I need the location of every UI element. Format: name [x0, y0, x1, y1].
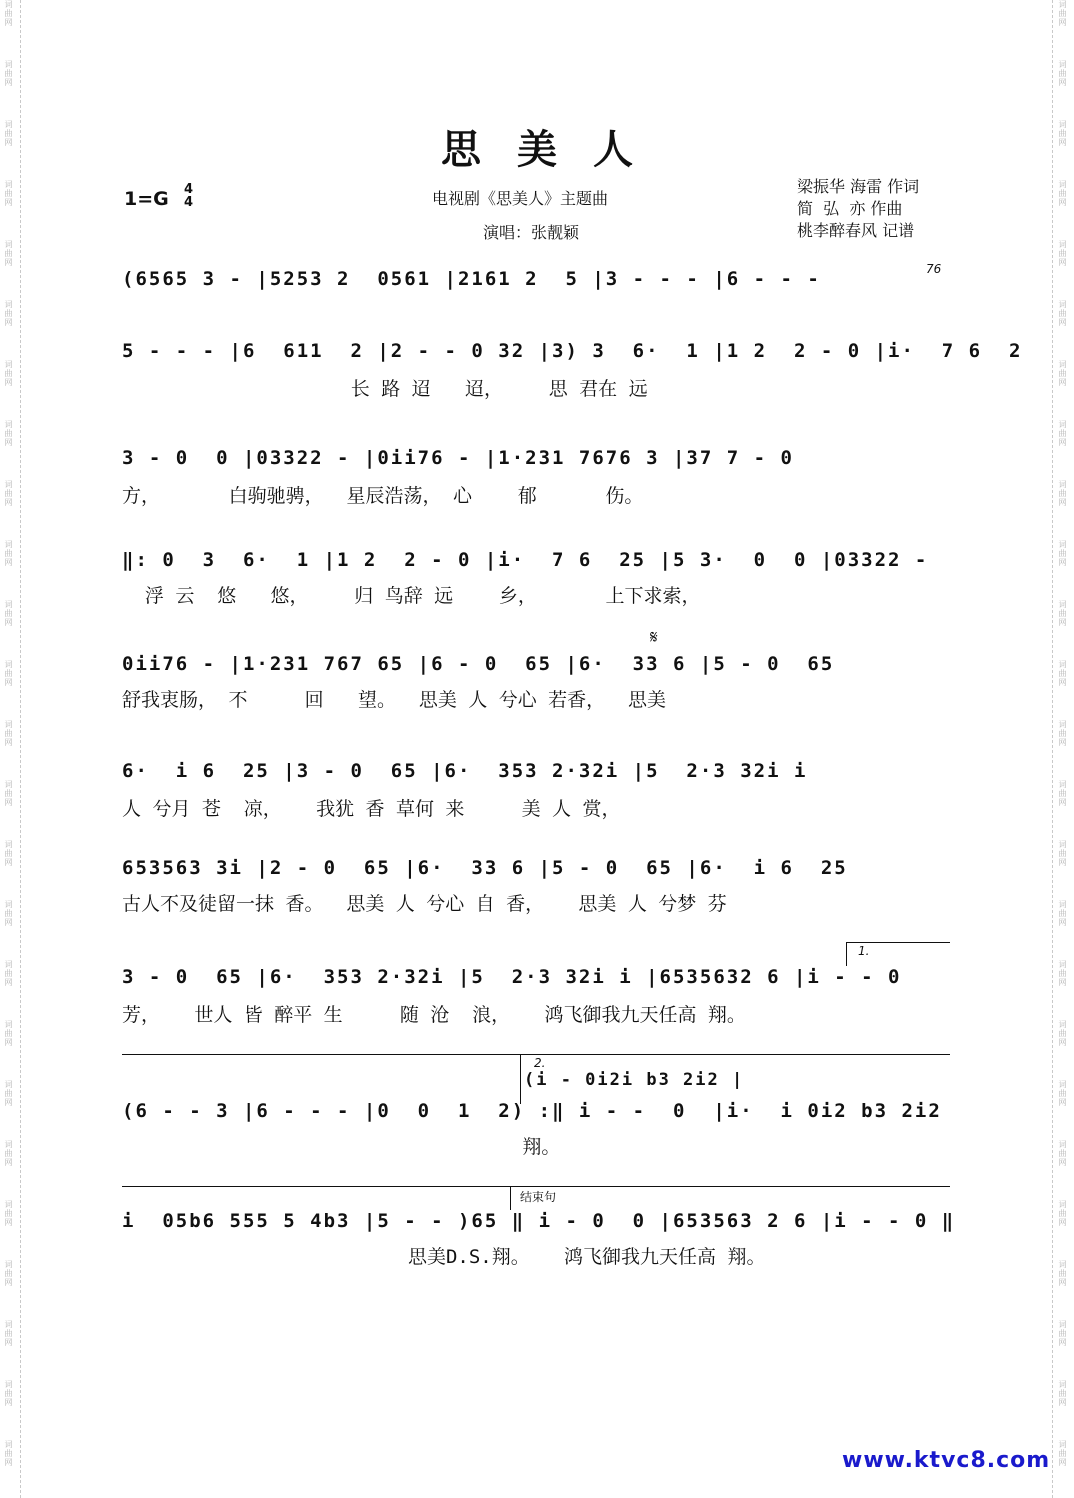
- watermark-text: 词曲网: [4, 600, 13, 627]
- coda-bracket-side: [510, 1186, 511, 1210]
- watermark-text: 词曲网: [4, 480, 13, 507]
- watermark-text: 词曲网: [4, 1380, 13, 1407]
- first-ending-bracket-side: [846, 942, 847, 966]
- singer-credit: 演唱：张靓颖: [483, 223, 580, 242]
- watermark-text: 词曲网: [4, 1200, 13, 1227]
- watermark-text: 词曲网: [4, 0, 13, 27]
- lyrics: 方， 白驹驰骋， 星辰浩荡， 心 郁 伤。: [122, 485, 644, 507]
- watermark-text: 词曲网: [1058, 600, 1067, 627]
- notes: i 05b6 555 5 4b3 |5 - - )65 ‖ i - 0 0 |653563 2 6 |i - - 0 ‖: [122, 1210, 956, 1232]
- second-ending-alt-notes: (i - 0i2i b3 2i2 |: [524, 1070, 745, 1090]
- watermark-text: 词曲网: [4, 1080, 13, 1107]
- watermark-text: 词曲网: [1058, 1080, 1067, 1107]
- watermark-text: 词曲网: [4, 900, 13, 927]
- watermark-text: 词曲网: [1058, 1380, 1067, 1407]
- notes: 3 - 0 0 |03322 - |0ii76 - |1·231 7676 3 |37 7 - 0: [122, 447, 794, 469]
- watermark-text: 词曲网: [4, 180, 13, 207]
- watermark-text: 词曲网: [1058, 480, 1067, 507]
- watermark-text: 词曲网: [1058, 1440, 1067, 1467]
- watermark-text: 词曲网: [1058, 1020, 1067, 1047]
- watermark-text: 词曲网: [1058, 960, 1067, 987]
- watermark-text: 词曲网: [4, 1140, 13, 1167]
- notes: 653563 3i |2 - 0 65 |6· 33 6 |5 - 0 65 |6· i 6 25: [122, 857, 848, 879]
- coda-system-line: [122, 1186, 950, 1187]
- watermark-text: 词曲网: [1058, 60, 1067, 87]
- lyrics: 翔。: [122, 1136, 561, 1158]
- watermark-text: 词曲网: [1058, 360, 1067, 387]
- watermark-text: 词曲网: [1058, 420, 1067, 447]
- subtitle: 电视剧《思美人》主题曲: [432, 189, 609, 208]
- watermark-text: 词曲网: [4, 780, 13, 807]
- lyrics: 人 兮月 苍 凉， 我犹 香 草何 来 美 人 赏，: [122, 798, 621, 820]
- watermark-text: 词曲网: [4, 1440, 13, 1467]
- watermark-text: 词曲网: [4, 240, 13, 267]
- watermark-text: 词曲网: [4, 360, 13, 387]
- lyrics: 古人不及徒留一抹 香。 思美 人 兮心 自 香， 思美 人 兮梦 芬: [122, 893, 727, 915]
- watermark-text: 词曲网: [1058, 1140, 1067, 1167]
- time-signature: [184, 183, 193, 209]
- right-margin-line: [1052, 0, 1053, 1498]
- notes: ‖: 0 3 6· 1 |1 2 2 - 0 |i· 7 6 25 |5 3· 0 0 |03322 -: [122, 549, 929, 571]
- notes: 0ii76 - |1·231 767 65 |6 - 0 65 |6· 33 6 |5 - 0 65: [122, 653, 835, 675]
- second-ending-label: 2.: [534, 1056, 546, 1070]
- second-ending-bracket-side: [520, 1054, 521, 1104]
- grace-notes: 76: [926, 262, 942, 276]
- watermark-text: 词曲网: [1058, 840, 1067, 867]
- composer-credit: 简 弘 亦 作曲: [797, 199, 903, 218]
- watermark-text: 词曲网: [1058, 720, 1067, 747]
- watermark-text: 词曲网: [1058, 780, 1067, 807]
- watermark-text: 词曲网: [1058, 240, 1067, 267]
- watermark-text: 词曲网: [4, 60, 13, 87]
- notes: (6565 3 - |5253 2 0561 |2161 2 5 |3 - - - |6 - - -: [122, 268, 821, 290]
- watermark-text: 词曲网: [1058, 1260, 1067, 1287]
- lyrics: 舒我衷肠， 不 回 望。 思美 人 兮心 若香， 思美: [122, 689, 667, 711]
- site-watermark: www.ktvc8.com: [842, 1448, 1051, 1473]
- left-margin-line: [20, 0, 21, 1498]
- watermark-text: 词曲网: [1058, 900, 1067, 927]
- watermark-text: 词曲网: [4, 300, 13, 327]
- time-top: 4: [184, 182, 194, 197]
- first-ending-label: 1.: [858, 944, 870, 958]
- segno-sign: 𝄋: [650, 627, 658, 648]
- credits: [797, 176, 919, 242]
- watermark-text: 词曲网: [4, 960, 13, 987]
- lyrics: 思美D.S.翔。 鸿飞御我九天任高 翔。: [122, 1246, 766, 1268]
- notes: 5 - - - |6 611 2 |2 - - 0 32 |3) 3 6· 1 |1 2 2 - 0 |i· 7 6 2: [122, 340, 1023, 362]
- lyrics: 芳， 世人 皆 醉平 生 随 沧 浪， 鸿飞御我九天任高 翔。: [122, 1004, 746, 1026]
- watermark-text: 词曲网: [4, 540, 13, 567]
- time-bottom: 4: [184, 195, 194, 210]
- watermark-text: 词曲网: [1058, 660, 1067, 687]
- watermark-text: 词曲网: [4, 660, 13, 687]
- watermark-text: 词曲网: [4, 120, 13, 147]
- watermark-text: 词曲网: [4, 1320, 13, 1347]
- watermark-text: 词曲网: [1058, 300, 1067, 327]
- lyrics: 长 路 迢 迢， 思 君在 远: [122, 378, 648, 400]
- notes: (6 - - 3 |6 - - - |0 0 1 2) :‖ i - - 0 |i· i 0i2 b3 2i2: [122, 1100, 942, 1122]
- lyricist-credit: 梁振华 海雷 作词: [797, 177, 920, 196]
- notes: 6· i 6 25 |3 - 0 65 |6· 353 2·32i |5 2·3 32i i: [122, 760, 808, 782]
- coda-label: 结束句: [520, 1190, 557, 1204]
- watermark-text: 词曲网: [1058, 0, 1067, 27]
- first-ending-bracket: [846, 942, 950, 943]
- key-signature: 1=G: [124, 188, 169, 210]
- song-title: 思美人: [441, 126, 669, 173]
- watermark-text: 词曲网: [1058, 1200, 1067, 1227]
- watermark-text: 词曲网: [4, 720, 13, 747]
- watermark-text: 词曲网: [4, 420, 13, 447]
- watermark-text: 词曲网: [1058, 1320, 1067, 1347]
- system-line: [122, 1054, 950, 1055]
- watermark-text: 词曲网: [1058, 120, 1067, 147]
- lyrics: 浮 云 悠 悠， 归 鸟辞 远 乡， 上下求索，: [122, 585, 701, 607]
- watermark-text: 词曲网: [4, 1260, 13, 1287]
- watermark-text: 词曲网: [4, 840, 13, 867]
- watermark-text: 词曲网: [1058, 540, 1067, 567]
- notes: 3 - 0 65 |6· 353 2·32i |5 2·3 32i i |6535632 6 |i - - 0: [122, 966, 902, 988]
- transcriber-credit: 桃李醉春风 记谱: [797, 221, 915, 240]
- watermark-text: 词曲网: [4, 1020, 13, 1047]
- watermark-text: 词曲网: [1058, 180, 1067, 207]
